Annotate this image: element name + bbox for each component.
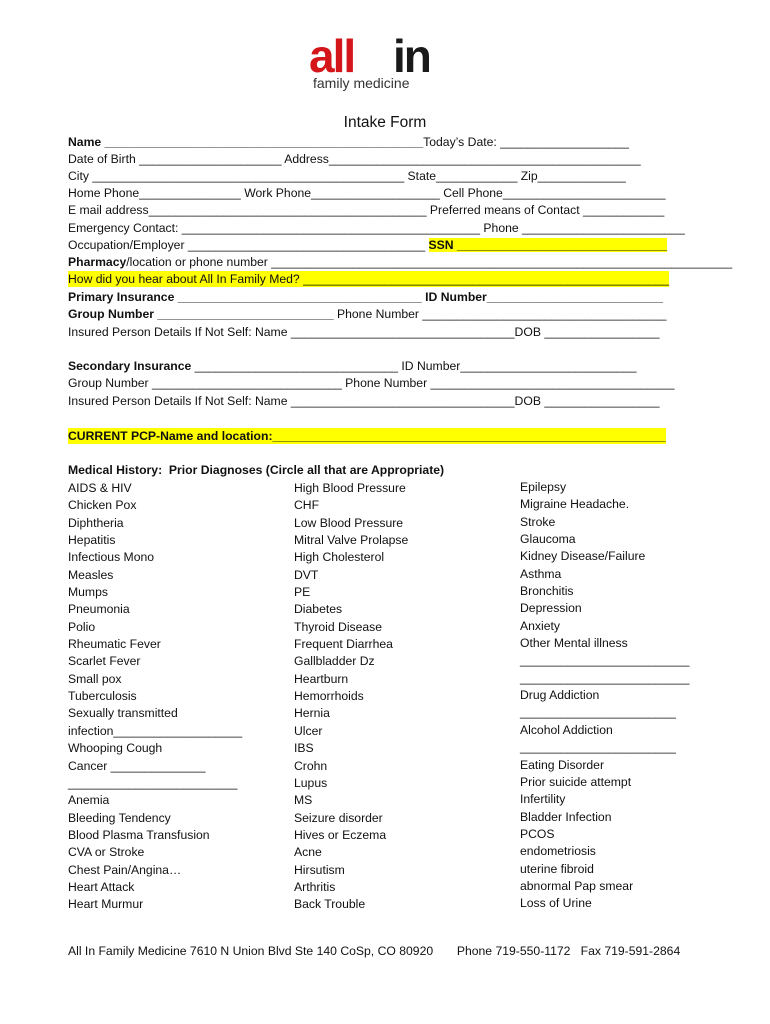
current-pcp-row[interactable]	[68, 428, 666, 444]
primary-group-field[interactable]: Group Number __________________________	[68, 307, 337, 321]
name-field[interactable]: Name _______________________________________________	[68, 135, 424, 149]
diagnosis-item[interactable]: High Blood Pressure	[294, 481, 406, 495]
diagnosis-item[interactable]: Heartburn	[294, 671, 349, 686]
diagnosis-item[interactable]: Migraine Headache.	[520, 497, 630, 512]
diagnosis-item[interactable]: abnormal Pap smear	[520, 878, 634, 893]
pharmacy-label: Pharmacy	[68, 255, 127, 269]
city-state-zip-field[interactable]: City ______________________________________________ State____________ Zip_____________	[68, 169, 626, 183]
secondary-insurance-row[interactable]	[68, 358, 637, 374]
diagnosis-item[interactable]: Loss of Urine	[520, 896, 592, 911]
pharmacy-row[interactable]	[68, 254, 732, 270]
diagnosis-item[interactable]: Prior suicide attempt	[520, 774, 632, 789]
diagnosis-item[interactable]: _________________________	[520, 653, 690, 668]
primary-group-row[interactable]	[68, 306, 666, 322]
diagnosis-item[interactable]: Hernia	[294, 706, 330, 721]
diagnosis-item[interactable]: Alcohol Addiction	[520, 722, 613, 737]
diagnosis-item[interactable]: Acne	[294, 845, 322, 860]
diagnosis-item[interactable]: Diphtheria	[68, 515, 124, 530]
diagnosis-item[interactable]: _________________________	[68, 775, 238, 790]
diagnosis-item[interactable]: Depression	[520, 601, 582, 616]
form-title: Intake Form	[343, 114, 427, 131]
diagnosis-item[interactable]: _________________________	[520, 670, 690, 685]
diagnosis-item[interactable]: Diabetes	[294, 602, 343, 617]
secondary-insured-details-field[interactable]: Insured Person Details If Not Self: Name _________________________________DOB _________________	[68, 394, 660, 408]
diagnosis-item[interactable]: Tuberculosis	[68, 689, 137, 704]
diagnosis-item[interactable]: Blood Plasma Transfusion	[68, 827, 210, 842]
diagnosis-item[interactable]: Bleeding Tendency	[68, 810, 171, 825]
diagnosis-item[interactable]: Epilepsy	[520, 480, 567, 494]
diagnosis-item[interactable]: Ulcer	[294, 723, 323, 738]
diagnoses-column-1	[68, 480, 242, 914]
occupation-ssn-row[interactable]	[68, 237, 667, 253]
diagnosis-item[interactable]: Drug Addiction	[520, 688, 600, 703]
diagnosis-item[interactable]: infection___________________	[68, 723, 243, 738]
primary-id-field[interactable]: ID Number__________________________	[425, 290, 664, 304]
logo-word-all: all	[309, 30, 355, 82]
diagnosis-item[interactable]: Asthma	[520, 566, 562, 581]
diagnosis-item[interactable]: High Cholesterol	[294, 550, 385, 565]
diagnosis-item[interactable]: Back Trouble	[294, 897, 366, 912]
diagnosis-item[interactable]: Eating Disorder	[520, 757, 604, 772]
diagnosis-item[interactable]: Stroke	[520, 514, 556, 529]
medical-history-heading: Medical History: Prior Diagnoses (Circle all that are Appropriate)	[68, 463, 445, 477]
name-row[interactable]	[68, 134, 629, 150]
phones-field[interactable]: Home Phone_______________ Work Phone___________________ Cell Phone________________________	[68, 186, 666, 200]
diagnosis-item[interactable]: Rheumatic Fever	[68, 637, 161, 652]
dob-address-row[interactable]	[68, 151, 641, 167]
diagnosis-item[interactable]: Frequent Diarrhea	[294, 637, 393, 652]
diagnosis-item[interactable]: Anxiety	[520, 618, 560, 633]
diagnosis-item[interactable]: Glaucoma	[520, 532, 576, 547]
pharmacy-field[interactable]: /location or phone number ____________________________________________________________________	[126, 255, 733, 269]
diagnosis-item[interactable]: Scarlet Fever	[68, 654, 141, 669]
diagnosis-item[interactable]: Cancer ______________	[68, 758, 206, 773]
diagnosis-item[interactable]: Bronchitis	[520, 584, 574, 599]
diagnosis-item[interactable]: Measles	[68, 567, 114, 582]
diagnosis-item[interactable]: IBS	[294, 741, 314, 756]
diagnosis-item[interactable]: Hives or Eczema	[294, 827, 387, 842]
diagnosis-item[interactable]: PCOS	[520, 826, 555, 841]
diagnosis-item[interactable]: AIDS & HIV	[68, 481, 132, 495]
current-pcp-label: CURRENT PCP-Name and location:	[68, 429, 273, 443]
address-field[interactable]: Address______________________________________________	[284, 152, 641, 166]
ssn-field[interactable]: SSN _______________________________	[428, 238, 668, 252]
diagnosis-item[interactable]: Mumps	[68, 585, 108, 600]
dob-field[interactable]: Date of Birth _____________________	[68, 152, 285, 166]
diagnosis-item[interactable]: Arthritis	[294, 879, 336, 894]
diagnosis-item[interactable]: Thyroid Disease	[294, 619, 383, 634]
email-contact-field[interactable]: E mail address_________________________________________ Preferred means of Contact ____________	[68, 203, 665, 217]
diagnosis-item[interactable]: Chest Pain/Angina…	[68, 862, 182, 877]
todays-date-field[interactable]: Today’s Date: ___________________	[423, 135, 629, 149]
diagnosis-item[interactable]: Whooping Cough	[68, 741, 163, 756]
diagnosis-item[interactable]: MS	[294, 793, 313, 808]
primary-insurance-field[interactable]: Primary Insurance ____________________________________	[68, 290, 422, 304]
secondary-insurance-field[interactable]: ______________________________ ID Number__________________________	[194, 359, 637, 373]
diagnosis-item[interactable]: Kidney Disease/Failure	[520, 549, 646, 564]
diagnosis-item[interactable]: Infectious Mono	[68, 550, 155, 565]
diagnosis-item[interactable]: Small pox	[68, 671, 122, 686]
diagnoses-column-2	[294, 480, 408, 914]
occupation-field[interactable]: Occupation/Employer ___________________________________	[68, 238, 429, 252]
diagnoses-column-3	[520, 479, 689, 913]
diagnosis-item[interactable]: Infertility	[520, 792, 566, 807]
clinic-logo	[307, 30, 452, 92]
secondary-group-phone-field[interactable]: Group Number ____________________________ Phone Number ____________________________________	[68, 376, 675, 390]
diagnosis-item[interactable]: _______________________	[520, 705, 676, 720]
clinic-footer: All In Family Medicine 7610 N Union Blvd Ste 140 CoSp, CO 80920 Phone 719-550-1172 Fax 719-591-2864	[68, 944, 681, 958]
logo-tagline: family medicine	[313, 75, 410, 91]
diagnosis-item[interactable]: Sexually transmitted	[68, 706, 178, 721]
diagnosis-item[interactable]: Anemia	[68, 793, 110, 808]
diagnosis-item[interactable]: Pneumonia	[68, 602, 130, 617]
diagnosis-item[interactable]: Mitral Valve Prolapse	[294, 533, 409, 548]
primary-insurance-row[interactable]	[68, 289, 663, 305]
diagnosis-item[interactable]: Other Mental illness	[520, 636, 628, 651]
diagnosis-item[interactable]: Polio	[68, 619, 96, 634]
diagnosis-item[interactable]: Lupus	[294, 775, 328, 790]
diagnosis-item[interactable]: DVT	[294, 567, 319, 582]
diagnosis-item[interactable]: CVA or Stroke	[68, 845, 145, 860]
diagnosis-item[interactable]: Hemorrhoids	[294, 689, 364, 704]
diagnosis-item[interactable]: Seizure disorder	[294, 810, 383, 825]
diagnosis-item[interactable]: Hirsutism	[294, 862, 345, 877]
diagnosis-item[interactable]: uterine fibroid	[520, 861, 594, 876]
primary-phone-field[interactable]: Phone Number ____________________________________	[337, 307, 667, 321]
referral-source-field[interactable]: How did you hear about All In Family Med? ______________________________________________________	[68, 272, 670, 286]
diagnosis-item[interactable]: Gallbladder Dz	[294, 654, 375, 669]
diagnosis-item[interactable]: Heart Attack	[68, 879, 135, 894]
diagnosis-item[interactable]: Hepatitis	[68, 533, 116, 548]
diagnosis-item[interactable]: Bladder Infection	[520, 809, 612, 824]
diagnosis-item[interactable]: Heart Murmur	[68, 897, 144, 912]
diagnosis-item[interactable]: Crohn	[294, 758, 328, 773]
emergency-contact-field[interactable]: Emergency Contact: ____________________________________________ Phone ________________________	[68, 221, 685, 235]
diagnosis-item[interactable]: endometriosis	[520, 844, 596, 859]
secondary-insurance-label: Secondary Insurance	[68, 359, 192, 373]
logo-word-in: in	[393, 30, 430, 82]
primary-insured-details-field[interactable]: Insured Person Details If Not Self: Name _________________________________DOB _________________	[68, 325, 660, 339]
diagnosis-item[interactable]: CHF	[294, 498, 320, 513]
diagnosis-item[interactable]: Low Blood Pressure	[294, 515, 404, 530]
diagnosis-item[interactable]: Chicken Pox	[68, 498, 137, 513]
diagnosis-item[interactable]: PE	[294, 585, 311, 600]
current-pcp-field[interactable]: __________________________________________________________	[272, 429, 666, 443]
diagnosis-item[interactable]: _______________________	[520, 740, 676, 755]
